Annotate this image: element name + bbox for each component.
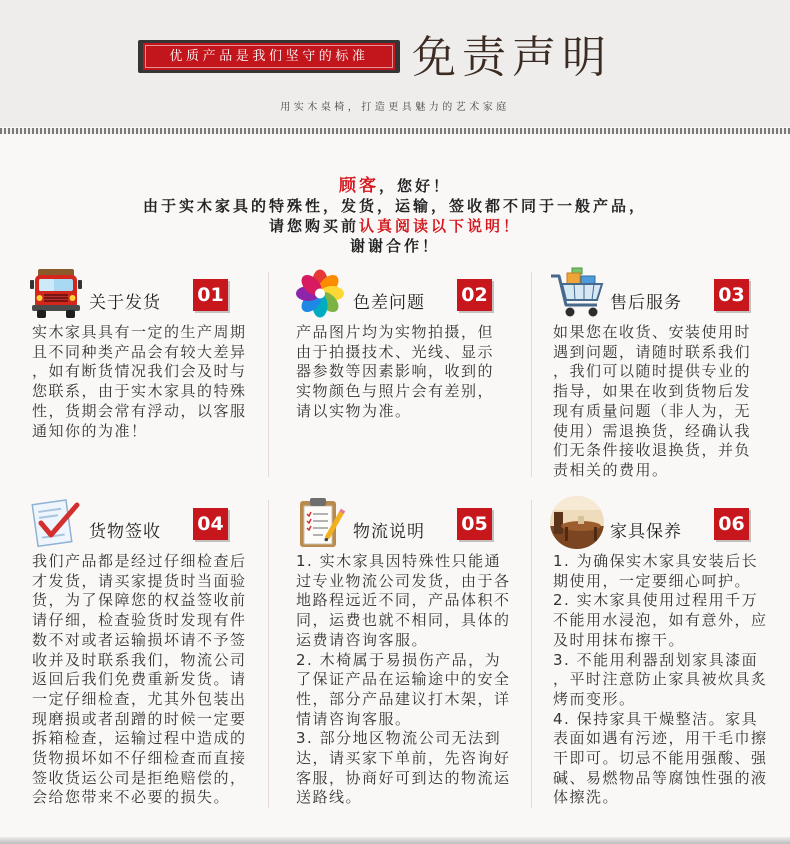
body-line: 使用）需退换货，经确认我 — [553, 421, 752, 440]
body-line: 实物颜色与照片会有差别， — [296, 382, 495, 401]
footer-edge — [0, 837, 790, 844]
page-title: 免责声明 — [412, 32, 612, 83]
body-line: 数不对或者运输损坏请不予签 — [32, 630, 247, 649]
section-number-badge: 03 — [714, 279, 749, 311]
intro-line-3-prefix: 请您购买前 — [268, 217, 359, 235]
section-logistics — [291, 494, 516, 824]
body-line: 4. 保持家具干燥整洁。家具 — [553, 709, 759, 728]
section-number-badge: 06 — [714, 508, 749, 540]
body-line: 地路程远近不同，产品体积不 — [296, 591, 511, 610]
body-line: 过专业物流公司发货，由于各 — [296, 571, 511, 590]
truck-icon — [29, 267, 83, 320]
body-line: 体擦洗。 — [553, 788, 620, 807]
body-line: 达，请买家下单前，先咨询好 — [296, 749, 511, 768]
column-divider — [268, 272, 269, 477]
section-body — [553, 552, 768, 808]
body-line: 2. 木椅属于易损伤产品，为 — [296, 650, 502, 669]
section-maintenance — [548, 494, 773, 824]
body-line: ，我们可以随时提供专业的 — [553, 362, 752, 381]
section-body — [553, 323, 751, 481]
page-subtitle: 用实木桌椅，打造更具魅力的艺术家庭 — [280, 102, 510, 113]
clipboard-icon — [293, 496, 347, 549]
body-line: 您联系，由于实木家具的特殊 — [32, 382, 247, 401]
color-wheel-icon — [293, 267, 347, 320]
column-divider — [531, 500, 532, 808]
header-band — [0, 0, 790, 127]
body-line: 们无条件接收退换货，并负 — [553, 441, 752, 460]
body-line: 3. 部分地区物流公司无法到 — [296, 729, 502, 748]
intro-line-2: 由于实木家具的特殊性，发货，运输，签收都不同于一般产品， — [142, 197, 647, 215]
section-number-badge: 02 — [457, 279, 492, 311]
body-line: 收并及时联系我们，物流公司 — [32, 650, 247, 669]
section-title: 售后服务 — [610, 293, 682, 313]
body-line: 货，为了保障您的权益签收前 — [32, 591, 247, 610]
body-line: 且不同种类产品会有较大差异 — [32, 342, 247, 361]
header-divider — [0, 128, 790, 134]
intro-line-3-emphasis: 认真阅读以下说明！ — [359, 217, 522, 235]
body-line: 性，部分产品建议打木架，详 — [296, 689, 511, 708]
section-body — [32, 323, 247, 441]
body-line: 送路线。 — [296, 788, 363, 807]
section-title: 关于发货 — [89, 293, 161, 313]
body-line: 才发货，请买家提货时当面验 — [32, 571, 247, 590]
greeting-hello: ，您好！ — [378, 177, 451, 195]
body-line: 如果您在收货、安装使用时 — [553, 323, 752, 341]
section-number-badge: 05 — [457, 508, 492, 540]
body-line: 及时用抹布擦干。 — [553, 630, 686, 649]
intro-thanks: 谢谢合作！ — [349, 237, 440, 255]
section-receipt — [27, 494, 252, 824]
checkmark-document-icon — [29, 496, 83, 549]
body-line: 运费请咨询客服。 — [296, 630, 429, 649]
body-line: 表面如遇有污迹，用干毛巾擦 — [553, 729, 768, 748]
body-line: 1. 为确保实木家具安装后长 — [553, 552, 759, 570]
body-line: 不能用水浸泡，如有意外，应 — [553, 611, 768, 630]
body-line: 会给您带来不必要的损失。 — [32, 788, 231, 807]
body-line: 货物损坏如不仔细检查而直接 — [32, 749, 247, 768]
section-body — [296, 323, 494, 422]
column-divider — [531, 272, 532, 477]
section-body — [32, 552, 247, 808]
body-line: 性，货期会常有浮动，以客服 — [32, 401, 247, 420]
intro-notice — [0, 176, 790, 256]
body-line: 干即可。切忌不能用强酸、强 — [553, 749, 768, 768]
body-line: 请仔细，检查验货时发现有件 — [32, 611, 247, 630]
body-line: 一定仔细检查，尤其外包装出 — [32, 689, 247, 708]
body-line: 返回后我们免费重新发货。请 — [32, 670, 247, 689]
body-line: ，平时注意防止家具被炊具炙 — [553, 670, 768, 689]
body-line: 由于拍摄技术、光线、显示 — [296, 342, 495, 361]
body-line: 2. 实木家具使用过程用千万 — [553, 591, 759, 610]
section-body — [296, 552, 511, 808]
body-line: 产品图片均为实物拍摄，但 — [296, 323, 495, 341]
section-title: 货物签收 — [89, 522, 161, 542]
intro-line-3 — [0, 216, 790, 236]
greeting-customer: 顾客 — [338, 176, 379, 196]
body-line: 客服，协商好可到达的物流运 — [296, 768, 511, 787]
body-line: 烤而变形。 — [553, 689, 636, 708]
body-line: 拆箱检查，运输过程中造成的 — [32, 729, 247, 748]
body-line: 同，运费也就不相同，具体的 — [296, 611, 511, 630]
body-line: 现磨损或者刮蹭的时候一定要 — [32, 709, 247, 728]
intro-greeting — [0, 176, 790, 196]
body-line: 指导，如果在收到货物后发 — [553, 382, 752, 401]
furniture-photo-icon — [550, 496, 604, 549]
body-line: 3. 不能用利器刮划家具漆面 — [553, 650, 759, 669]
body-line: 请以实物为准。 — [296, 401, 412, 420]
body-line: 现有质量问题（非人为，无 — [553, 401, 752, 420]
column-divider — [268, 500, 269, 808]
body-line: 碱、易燃物品等腐蚀性强的液 — [553, 768, 768, 787]
body-line: 1. 实木家具因特殊性只能通 — [296, 552, 502, 570]
body-line: 遇到问题，请随时联系我们 — [553, 342, 752, 361]
body-line: 签收货运公司是拒绝赔偿的， — [32, 768, 247, 787]
body-line: 我们产品都是经过仔细检查后 — [32, 552, 247, 570]
body-line: 了保证产品在运输途中的安全 — [296, 670, 511, 689]
body-line: ，如有断货情况我们会及时与 — [32, 362, 247, 381]
section-title: 物流说明 — [353, 522, 425, 542]
section-title: 家具保养 — [610, 522, 682, 542]
shopping-cart-icon — [550, 267, 604, 320]
body-line: 情请咨询客服。 — [296, 709, 412, 728]
body-line: 通知你的为准！ — [32, 421, 148, 440]
body-line: 期使用，一定要细心呵护。 — [553, 571, 752, 590]
section-title: 色差问题 — [353, 293, 425, 313]
section-number-badge: 01 — [193, 279, 228, 311]
body-line: 实木家具具有一定的生产周期 — [32, 323, 247, 341]
section-number-badge: 04 — [193, 508, 228, 540]
body-line: 责相关的费用。 — [553, 460, 669, 479]
body-line: 器参数等因素影响，收到的 — [296, 362, 495, 381]
quality-banner: 优质产品是我们坚守的标准 — [143, 43, 395, 70]
